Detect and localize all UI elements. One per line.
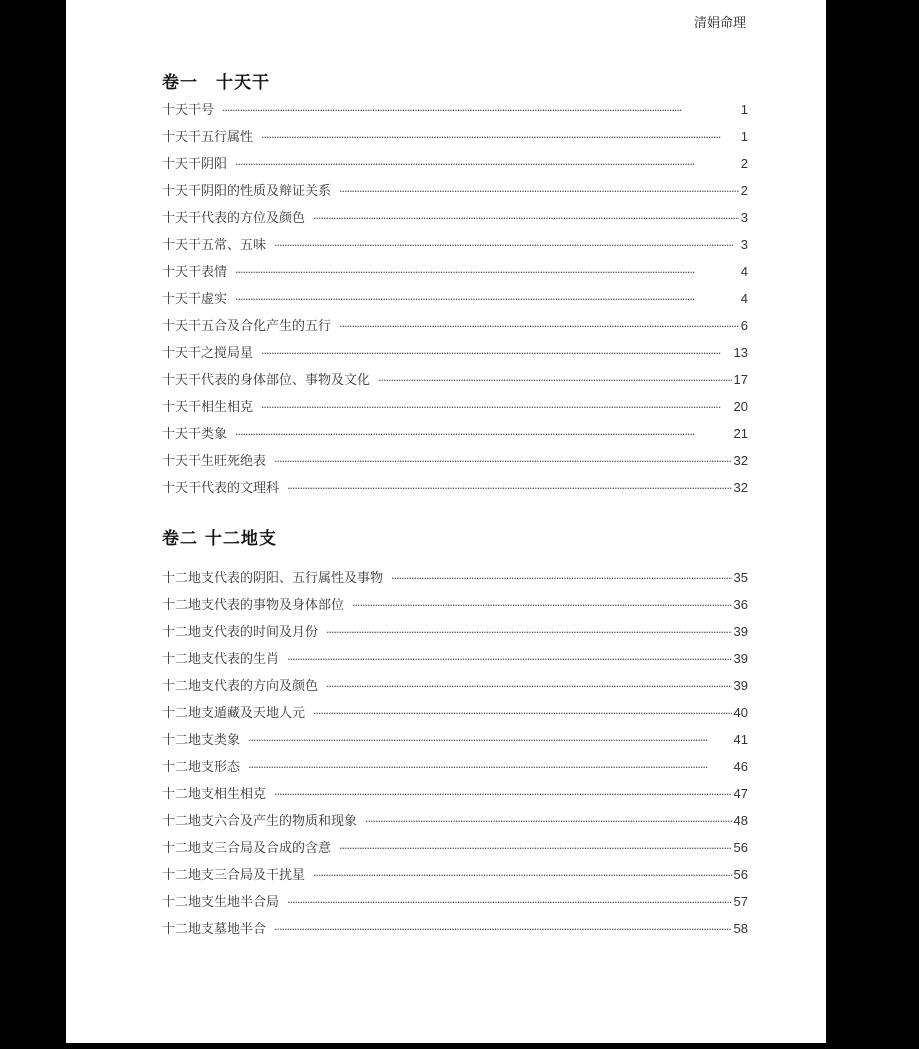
toc-entry[interactable]: [162, 288, 748, 315]
toc-entry-label: 十二地支生地半合局: [162, 895, 280, 910]
toc-entry[interactable]: [162, 729, 748, 756]
toc-entry[interactable]: [162, 261, 748, 288]
toc-entry[interactable]: [162, 477, 748, 504]
toc-entry-label: 十二地支类象: [162, 733, 241, 748]
toc-entry[interactable]: [162, 648, 748, 675]
toc-entry-page-number: 41: [733, 732, 748, 747]
toc-entry-page-number: 4: [740, 264, 748, 279]
toc-entry[interactable]: [162, 450, 748, 477]
toc-entry-label: 十二地支六合及产生的物质和现象: [162, 814, 358, 829]
toc-dot-leader: [235, 428, 732, 441]
toc-entry[interactable]: [162, 180, 748, 207]
toc-dot-leader: [235, 293, 739, 306]
toc-entry-page-number: 32: [733, 453, 748, 468]
toc-dot-leader: [261, 347, 732, 360]
toc-dot-leader: [261, 401, 732, 414]
toc-dot-leader: [248, 761, 732, 774]
toc-entry[interactable]: [162, 396, 748, 423]
toc-dot-leader: [339, 185, 739, 198]
toc-entry[interactable]: [162, 864, 748, 891]
toc-entry[interactable]: [162, 369, 748, 396]
toc-dot-leader: [287, 482, 732, 495]
toc-entry[interactable]: [162, 918, 748, 945]
toc-entry-page-number: 36: [733, 597, 748, 612]
toc-entry-page-number: 56: [733, 840, 748, 855]
toc-dot-leader: [274, 788, 732, 801]
toc-entry[interactable]: [162, 702, 748, 729]
toc-entry-label: 十二地支遁藏及天地人元: [162, 706, 306, 721]
toc-dot-leader: [391, 572, 732, 585]
toc-entry-label: 十二地支墓地半合: [162, 922, 267, 937]
toc-entry-label: 十天干阴阳: [162, 157, 228, 172]
toc-dot-leader: [261, 131, 739, 144]
toc-entry-page-number: 20: [733, 399, 748, 414]
toc-entry-label: 十二地支代表的阴阳、五行属性及事物: [162, 571, 384, 586]
toc-dot-leader: [235, 158, 739, 171]
volume-1-toc: [162, 99, 748, 504]
toc-entry-page-number: 1: [740, 102, 748, 117]
toc-entry-label: 十二地支形态: [162, 760, 241, 775]
toc-dot-leader: [235, 266, 739, 279]
toc-entry[interactable]: [162, 783, 748, 810]
toc-dot-leader: [326, 626, 732, 639]
toc-entry-label: 十天干表情: [162, 265, 228, 280]
volume-1-title: 卷一 十天干: [162, 73, 270, 93]
toc-entry-label: 十二地支相生相克: [162, 787, 267, 802]
toc-dot-leader: [326, 680, 732, 693]
toc-entry-label: 十二地支代表的生肖: [162, 652, 280, 667]
toc-entry-page-number: 47: [733, 786, 748, 801]
toc-dot-leader: [248, 734, 732, 747]
toc-dot-leader: [287, 896, 732, 909]
toc-entry-page-number: 32: [733, 480, 748, 495]
toc-entry[interactable]: [162, 594, 748, 621]
toc-dot-leader: [313, 869, 732, 882]
toc-entry-label: 十天干号: [162, 103, 215, 118]
toc-entry-label: 十二地支三合局及合成的含意: [162, 841, 332, 856]
toc-entry[interactable]: [162, 891, 748, 918]
toc-entry-label: 十天干代表的方位及颜色: [162, 211, 306, 226]
toc-entry-page-number: 39: [733, 678, 748, 693]
toc-entry-label: 十天干相生相克: [162, 400, 254, 415]
toc-entry[interactable]: [162, 837, 748, 864]
toc-entry-label: 十天干代表的身体部位、事物及文化: [162, 373, 371, 388]
toc-entry-page-number: 56: [733, 867, 748, 882]
toc-entry-page-number: 58: [733, 921, 748, 936]
toc-entry-page-number: 4: [740, 291, 748, 306]
toc-entry-page-number: 39: [733, 651, 748, 666]
toc-entry-label: 十天干生旺死绝表: [162, 454, 267, 469]
toc-entry-page-number: 2: [740, 156, 748, 171]
page-header: 清娟命理: [693, 16, 746, 31]
toc-dot-leader: [378, 374, 732, 387]
toc-entry[interactable]: [162, 342, 748, 369]
toc-entry-page-number: 48: [733, 813, 748, 828]
toc-dot-leader: [274, 239, 739, 252]
toc-dot-leader: [352, 599, 732, 612]
toc-dot-leader: [313, 212, 739, 225]
toc-entry-page-number: 13: [733, 345, 748, 360]
toc-entry-label: 十二地支代表的时间及月份: [162, 625, 319, 640]
toc-entry-label: 十二地支代表的事物及身体部位: [162, 598, 345, 613]
toc-entry-label: 十二地支代表的方向及颜色: [162, 679, 319, 694]
toc-entry[interactable]: [162, 234, 748, 261]
toc-entry[interactable]: [162, 423, 748, 450]
toc-entry[interactable]: [162, 621, 748, 648]
volume-2-toc: [162, 567, 748, 945]
toc-dot-leader: [222, 104, 739, 117]
toc-entry[interactable]: [162, 153, 748, 180]
toc-entry-label: 十天干五行属性: [162, 130, 254, 145]
toc-entry-label: 十天干阴阳的性质及辩证关系: [162, 184, 332, 199]
toc-entry-page-number: 3: [740, 210, 748, 225]
toc-entry[interactable]: [162, 756, 748, 783]
toc-dot-leader: [339, 320, 739, 333]
toc-entry[interactable]: [162, 99, 748, 126]
toc-entry-page-number: 39: [733, 624, 748, 639]
toc-entry-label: 十天干代表的文理科: [162, 481, 280, 496]
toc-entry-page-number: 3: [740, 237, 748, 252]
toc-dot-leader: [287, 653, 732, 666]
toc-entry[interactable]: [162, 207, 748, 234]
volume-2-title: 卷二 十二地支: [162, 529, 277, 549]
toc-entry-label: 十天干类象: [162, 427, 228, 442]
toc-entry-page-number: 17: [733, 372, 748, 387]
toc-entry-page-number: 6: [740, 318, 748, 333]
toc-entry-label: 十二地支三合局及干扰星: [162, 868, 306, 883]
toc-entry-page-number: 1: [740, 129, 748, 144]
toc-dot-leader: [339, 842, 732, 855]
toc-dot-leader: [274, 923, 732, 936]
toc-entry-page-number: 40: [733, 705, 748, 720]
toc-entry-label: 十天干五常、五味: [162, 238, 267, 253]
toc-entry[interactable]: [162, 315, 748, 342]
toc-dot-leader: [365, 815, 732, 828]
toc-dot-leader: [274, 455, 732, 468]
toc-entry-label: 十天干五合及合化产生的五行: [162, 319, 332, 334]
toc-entry-page-number: 57: [733, 894, 748, 909]
document-page: [66, 0, 826, 1043]
toc-dot-leader: [313, 707, 732, 720]
toc-entry[interactable]: [162, 126, 748, 153]
toc-entry-page-number: 46: [733, 759, 748, 774]
toc-entry[interactable]: [162, 810, 748, 837]
toc-entry-label: 十天干之搅局星: [162, 346, 254, 361]
toc-entry[interactable]: [162, 567, 748, 594]
toc-entry-label: 十天干虚实: [162, 292, 228, 307]
toc-entry[interactable]: [162, 675, 748, 702]
toc-entry-page-number: 35: [733, 570, 748, 585]
toc-entry-page-number: 2: [740, 183, 748, 198]
toc-entry-page-number: 21: [733, 426, 748, 441]
